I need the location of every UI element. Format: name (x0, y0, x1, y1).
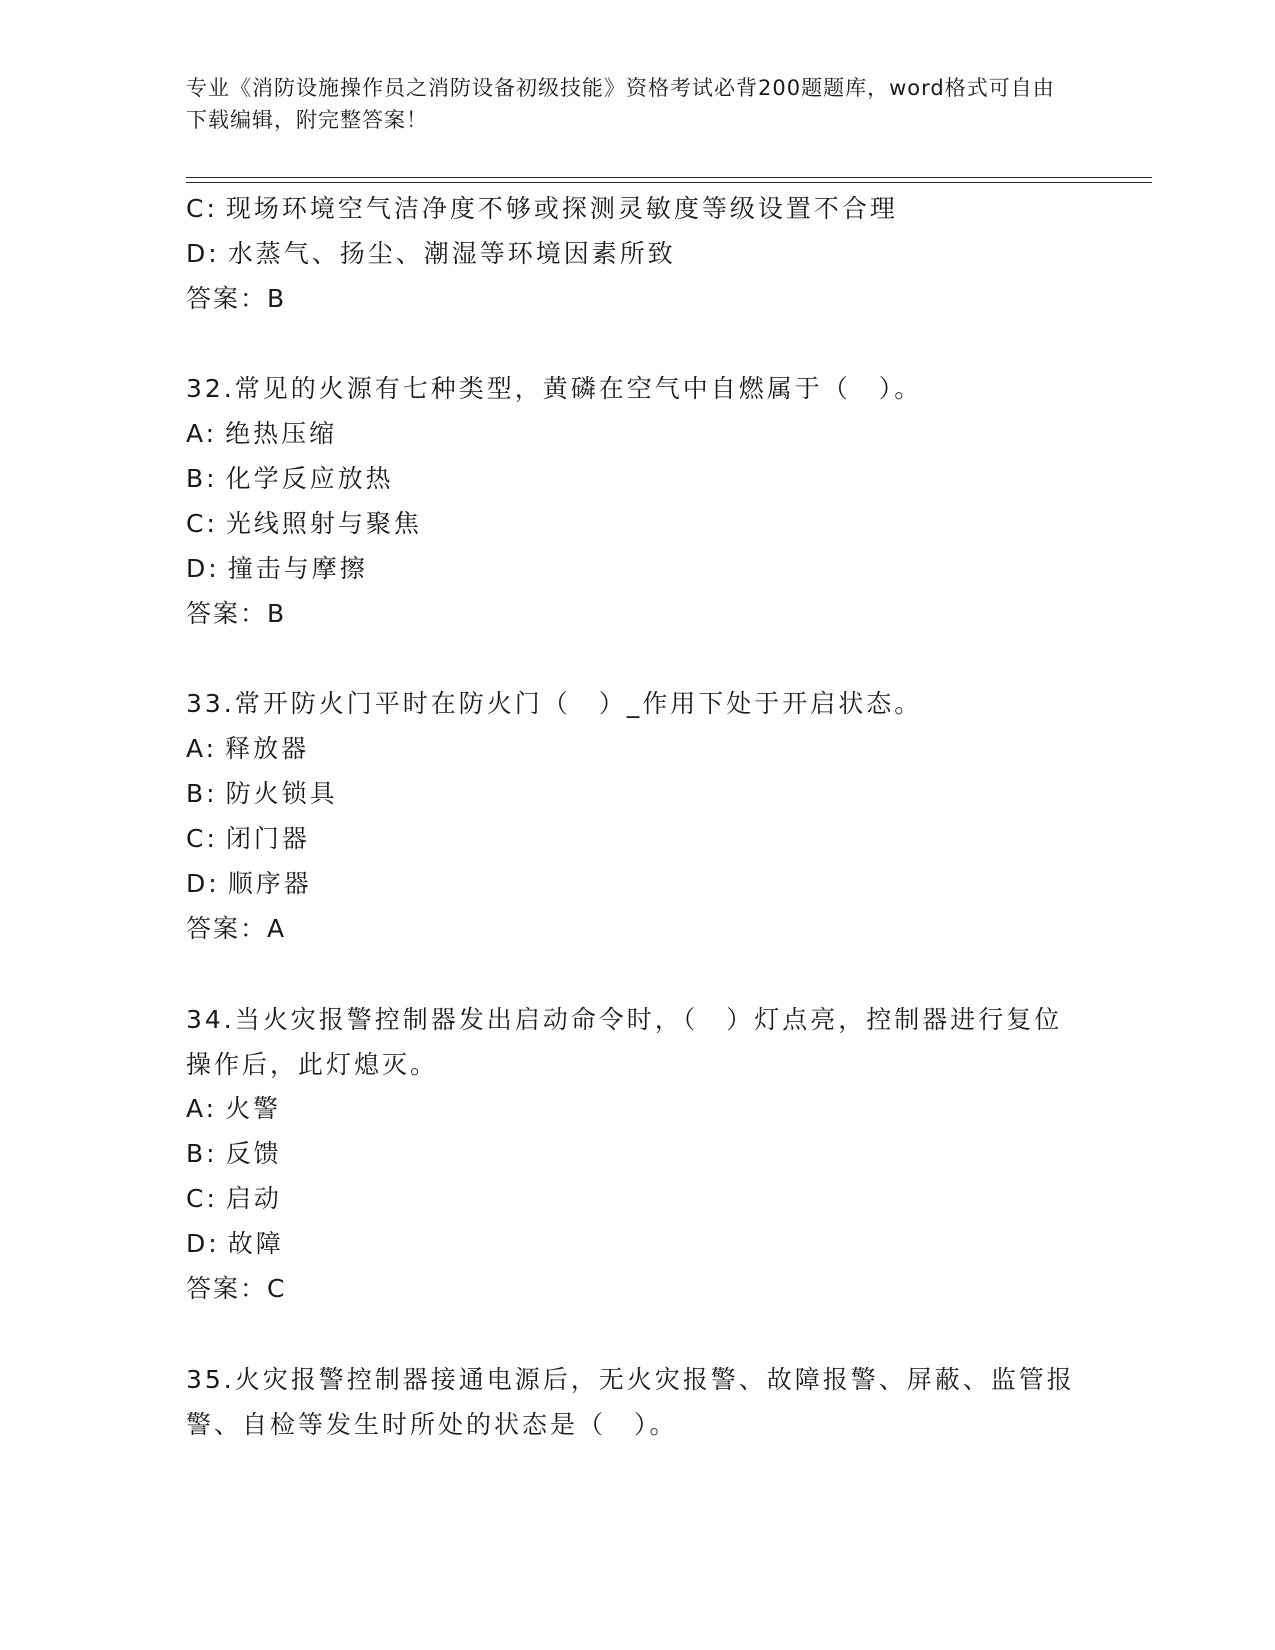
document-header: 专业《消防设施操作员之消防设备初级技能》资格考试必背200题题库，word格式可自由下载编辑，附完整答案！ (186, 76, 1055, 132)
option-label: D: (186, 554, 220, 583)
option-text: 化学反应放热 (225, 464, 394, 493)
option-label: A: (186, 734, 218, 763)
header-divider-top (186, 177, 1152, 178)
q33-option-b (186, 777, 338, 811)
q34-question: 34.当火灾报警控制器发出启动命令时，（ ）灯点亮，控制器进行复位操作后，此灯熄灭。 (186, 1005, 1063, 1079)
option-text: 火警 (225, 1094, 282, 1123)
option-label: C: (186, 509, 218, 538)
q32-option-b (186, 462, 394, 496)
option-label: C: (186, 194, 218, 223)
q34-option-a (186, 1092, 281, 1126)
option-text: 防火锁具 (225, 779, 338, 808)
q34-option-b (186, 1137, 282, 1171)
q32-option-d (186, 552, 368, 586)
q31-option-d (186, 237, 676, 271)
option-label: C: (186, 1184, 218, 1213)
q32-option-a (186, 417, 337, 451)
q34-answer: 答案：C (186, 1274, 287, 1303)
option-label: C: (186, 824, 218, 853)
option-label: A: (186, 419, 218, 448)
option-text: 故障 (227, 1229, 284, 1258)
option-text: 撞击与摩擦 (227, 554, 368, 583)
q32-option-c (186, 507, 422, 541)
option-label: D: (186, 239, 220, 268)
q33-option-a (186, 732, 309, 766)
option-label: D: (186, 1229, 220, 1258)
q33-option-c (186, 822, 310, 856)
option-text: 闭门器 (225, 824, 310, 853)
q31-option-c (186, 192, 898, 226)
option-text: 顺序器 (227, 869, 312, 898)
option-text: 绝热压缩 (225, 419, 338, 448)
q33-option-d (186, 867, 312, 901)
q33-question: 33.常开防火门平时在防火门（ ）_作用下处于开启状态。 (186, 689, 923, 718)
option-label: B: (186, 464, 218, 493)
option-text: 水蒸气、扬尘、潮湿等环境因素所致 (227, 239, 676, 268)
option-text: 释放器 (225, 734, 310, 763)
q34-option-c (186, 1182, 282, 1216)
q35-question: 35.火灾报警控制器接通电源后，无火灾报警、故障报警、屏蔽、监管报警、自检等发生时所处的状态是（ ）。 (186, 1365, 1075, 1439)
q32-answer: 答案：B (186, 599, 287, 628)
header-divider-bottom (186, 182, 1152, 183)
option-text: 启动 (225, 1184, 282, 1213)
option-label: D: (186, 869, 220, 898)
option-label: B: (186, 1139, 218, 1168)
q32-question: 32.常见的火源有七种类型，黄磷在空气中自燃属于（ ）。 (186, 374, 923, 403)
option-text: 现场环境空气洁净度不够或探测灵敏度等级设置不合理 (225, 194, 898, 223)
q34-option-d (186, 1227, 284, 1261)
option-label: A: (186, 1094, 218, 1123)
option-text: 反馈 (225, 1139, 282, 1168)
option-text: 光线照射与聚焦 (225, 509, 422, 538)
q31-answer: 答案：B (186, 284, 287, 313)
q33-answer: 答案：A (186, 914, 287, 943)
option-label: B: (186, 779, 218, 808)
